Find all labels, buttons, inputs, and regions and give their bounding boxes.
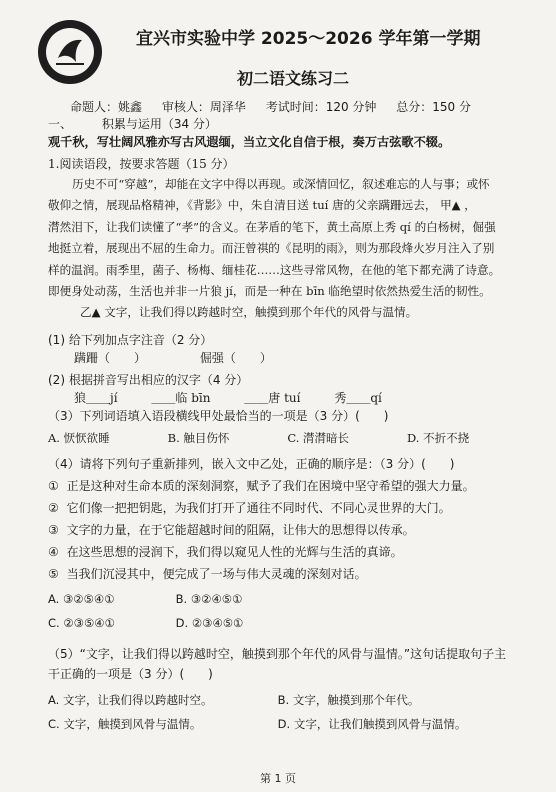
q1-5-options-row1 [48, 692, 419, 708]
sentence-number: ⑤ [48, 567, 59, 581]
q1-4-sentence [48, 500, 534, 516]
passage-line: 地挺立着，展现出不屈的生命力。而汪曾祺的《昆明的雨》，则为那段烽火岁月注入了别 [48, 241, 495, 256]
sentence-number: ① [48, 479, 59, 493]
q1-5-option-a[interactable]: A. 文字，让我们得以跨越时空。 [48, 693, 213, 707]
passage-line: 乙▲ 文字，让我们得以跨越时空，触摸到那个年代的风骨与温情。 [80, 305, 418, 320]
q1-5-options-row2 [48, 716, 466, 732]
q1-5-prompt-cont: 干正确的一项是（3 分）( ) [48, 667, 213, 681]
q1-4-sentence [48, 522, 534, 538]
q1-4-sentence [48, 566, 534, 582]
reading-passage [48, 174, 510, 324]
sentence-number: ③ [48, 523, 59, 537]
q1-4-options-row1 [48, 592, 242, 606]
page-number: 第 1 页 [260, 772, 296, 785]
passage-line: 即便身处动荡，生活也并非一片狼 jí，而是一种在 bīn 临绝望时依然热爱生活的韧性。 [48, 284, 491, 299]
sentence-number: ④ [48, 545, 59, 559]
sentence-text: 文字的力量，在于它能超越时间的阻隔，让伟大的思想得以传承。 [66, 523, 415, 537]
exam-subtitle: 初二语文练习二 [236, 69, 349, 88]
passage-line: 样的温润。雨季里，菌子、杨梅、缅桂花……这些寻常风物，在他的笔下都充满了诗意。 [48, 262, 501, 277]
q1-3-options [48, 430, 507, 446]
q1-3-option-c[interactable]: C. 潸潸暗长 [287, 431, 350, 445]
section-number: 一、 [48, 117, 73, 131]
sentence-text: 正是这种对生命本质的深刻洞察，赋予了我们在困境中坚守希望的强大力量。 [66, 479, 475, 493]
q1-1-item[interactable]: 倔强（ ） [199, 351, 272, 365]
sentence-number: ② [48, 501, 59, 515]
q1-4-prompt: （4）请将下列句子重新排列，嵌入文中乙处，正确的顺序是：（3 分）( ) [48, 457, 455, 471]
section-title: 积累与运用（34 分） [101, 117, 217, 131]
q1-4-option-d[interactable]: D. ②③④⑤① [175, 616, 244, 630]
q1-4-options-row2 [48, 616, 243, 630]
passage-line: 敬仰之情，展现品格精神，《背影》中，朱自清目送 tuí 唐的父亲蹒跚远去， 甲▲ ， [48, 198, 476, 213]
q1-2-item[interactable]: ＿＿临 bīn [151, 391, 211, 405]
q1-5-option-b[interactable]: B. 文字，触摸到那个年代。 [277, 693, 420, 707]
q1-3-prompt: （3）下列词语填入语段横线甲处最恰当的一项是（3 分）( ) [48, 409, 389, 423]
q1-prompt: 1.阅读语段，按要求答题（15 分） [48, 157, 235, 171]
q1-4-option-a[interactable]: A. ③②⑤④① [48, 592, 115, 606]
q1-1-prompt: (1) 给下列加点字注音（2 分） [48, 333, 213, 347]
sentence-text: 它们像一把把钥匙，为我们打开了通往不同时代、不同心灵世界的大门。 [66, 501, 451, 515]
meta-author: 命题人：姚鑫 [70, 100, 143, 114]
exam-meta [70, 98, 487, 115]
exam-title: 宜兴市实验中学 2025～2026 学年第一学期 [136, 29, 481, 49]
q1-2-items [74, 390, 534, 406]
sentence-text: 当我们沉浸其中，便完成了一场与伟大灵魂的深刻对话。 [66, 567, 367, 581]
q1-5-prompt: （5）“文字，让我们得以跨越时空，触摸到那个年代的风骨与温情。”这句话提取句子主 [48, 647, 507, 661]
sentence-text: 在这些思想的浸润下，我们得以窥见人性的光辉与生活的真谛。 [66, 545, 403, 559]
q1-4-option-c[interactable]: C. ②③⑤④① [48, 616, 115, 630]
q1-2-prompt: (2) 根据拼音写出相应的汉字（4 分） [48, 373, 249, 387]
q1-2-item[interactable]: 狼＿＿jí [74, 391, 118, 405]
q1-3-option-b[interactable]: B. 触目伤怀 [167, 431, 230, 445]
passage-line: 潸然泪下，让我们读懂了“孝”的含义。在茅盾的笔下，黄土高原上秀 qí 的白杨树，倔强 [48, 219, 496, 234]
q1-5-option-d[interactable]: D. 文字，让我们触摸到风骨与温情。 [277, 717, 467, 731]
q1-2-item[interactable]: ＿＿唐 tuí [244, 391, 301, 405]
motto: 观千秋，写壮阔风雅亦写古风遐缅，当立文化自信于根，奏万古弦歌不辍。 [48, 135, 451, 149]
meta-reviewer: 审核人：周泽华 [161, 100, 246, 114]
meta-score: 总分：150 分 [396, 100, 471, 114]
q1-2-item[interactable]: 秀＿＿qí [334, 391, 382, 405]
q1-5-option-c[interactable]: C. 文字，触摸到风骨与温情。 [48, 717, 202, 731]
passage-line: 历史不可“穿越”，却能在文字中得以再现。或深情回忆，叙述难忘的人与事；或怀 [72, 177, 490, 191]
q1-4-sentence [48, 478, 534, 494]
q1-1-items [74, 350, 534, 366]
section-heading [48, 116, 534, 132]
q1-3-option-a[interactable]: A. 恹恹欲睡 [48, 431, 110, 445]
q1-4-sentence [48, 544, 534, 560]
meta-time: 考试时间：120 分钟 [265, 100, 377, 114]
q1-1-item[interactable]: 蹒跚（ ） [74, 351, 147, 365]
q1-4-option-b[interactable]: B. ③②④⑤① [175, 592, 243, 606]
q1-3-option-d[interactable]: D. 不折不挠 [406, 431, 470, 445]
